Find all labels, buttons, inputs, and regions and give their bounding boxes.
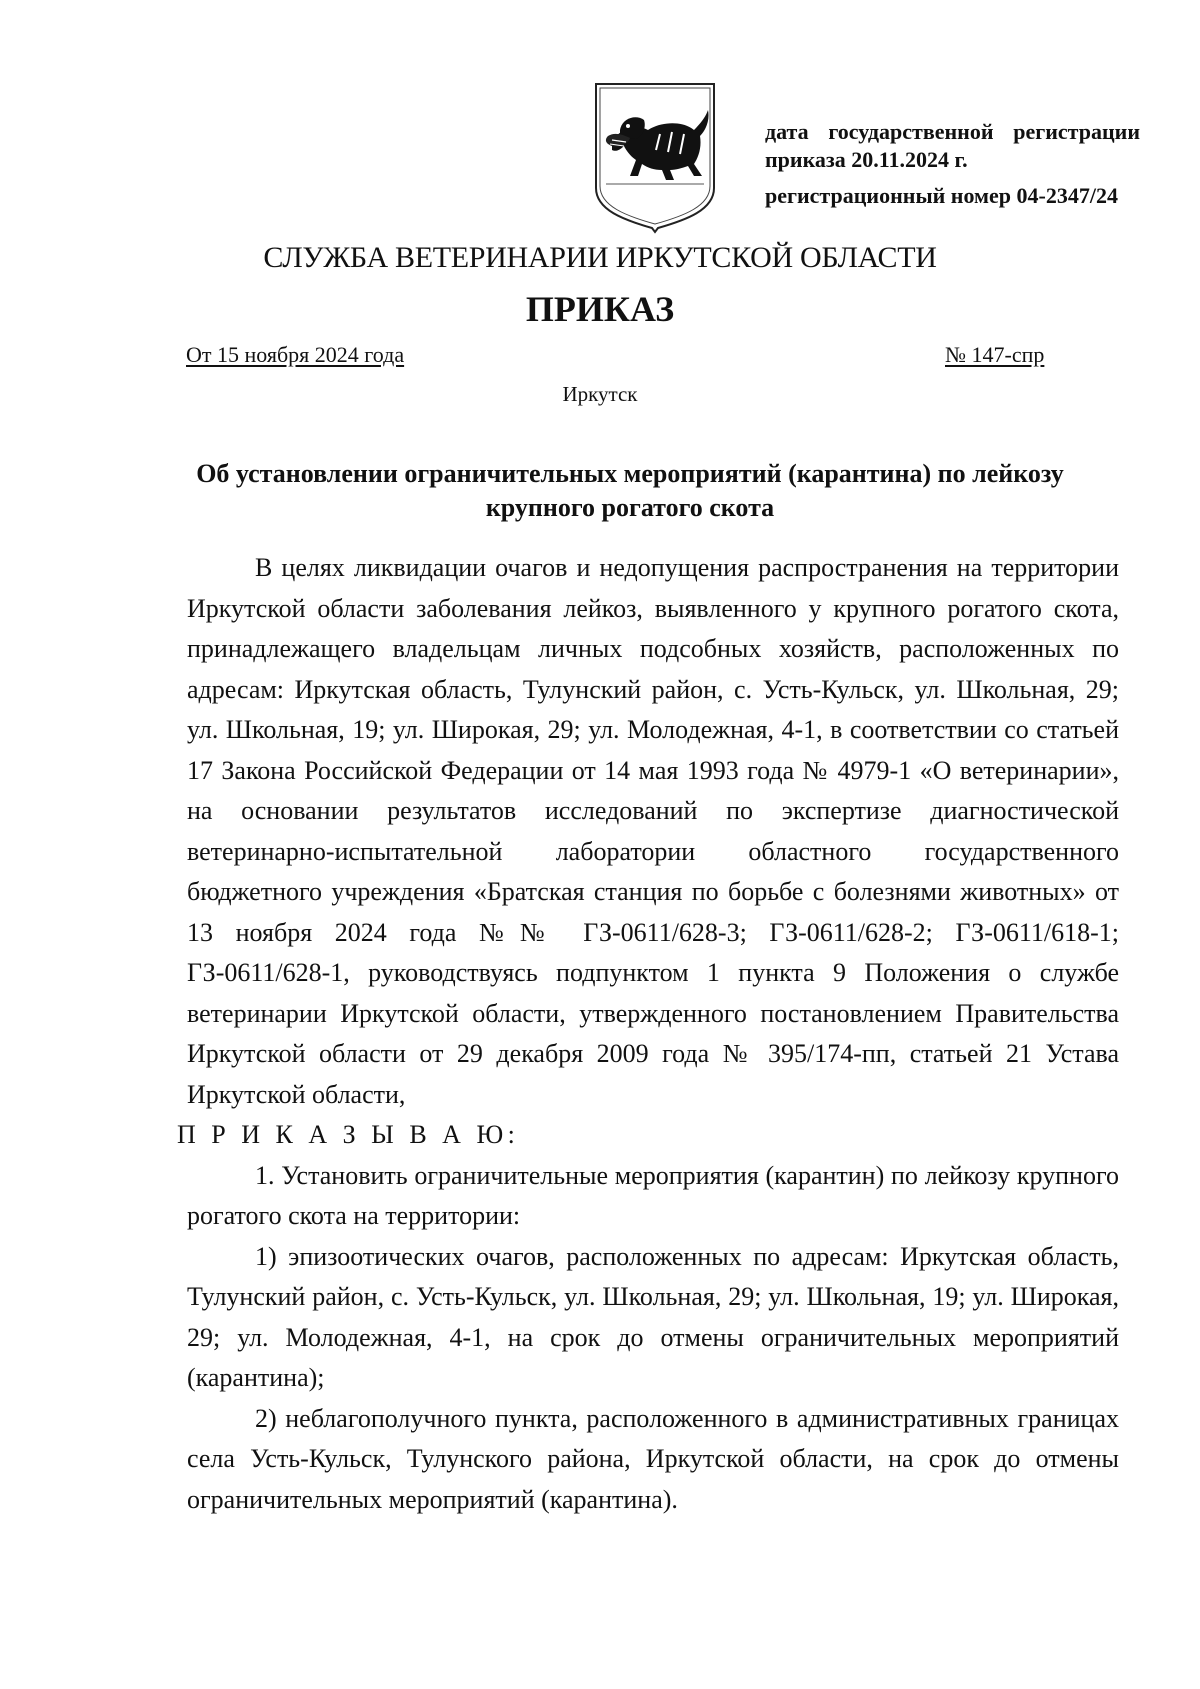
registration-date-label: дата государственной регистрации bbox=[765, 119, 1140, 144]
irkutsk-coat-of-arms-icon bbox=[590, 80, 720, 236]
registration-date-value: приказа 20.11.2024 г. bbox=[765, 147, 968, 172]
item-1-1: 1) эпизоотических очагов, расположенных по адресам: Иркутская область, Тулунский район, с. Усть-Кульск, ул. Школьная, 29; ул. Школьная, 19; ул. Широкая, 29; ул. Молодежная, 4-1, на срок до отмены ограничительных мероприятий (карантина); bbox=[187, 1241, 1119, 1392]
agency-name: СЛУЖБА ВЕТЕРИНАРИИ ИРКУТСКОЙ ОБЛАСТИ bbox=[263, 241, 937, 274]
document-date: От 15 ноября 2024 года bbox=[186, 342, 405, 367]
preamble-paragraph: В целях ликвидации очагов и недопущения распространения на территории Иркутской области заболевания лейкоз, выявленного у крупного рогатого скота, принадлежащего владельцам личных подсобных хозяйств, расположенных по адресам: Иркутская область, Тулунский район, с. Усть-Кульск, ул. Школьная, 29; ул. Школьная, 19; ул. Широкая, 29; ул. Молодежная, 4-1, в соответствии со статьей 17 Закона Российской Федерации от 14 мая 1993 года № 4979-1 «О ветеринарии», на основании результатов исследований по экспертизе диагностической ветеринарно-испытательной лаборатории областного государственного бюджетного учреждения «Братская станция по борьбе с болезнями животных» от 13 ноября 2024 года №№ ГЗ-0611/628-3; ГЗ-0611/628-2; ГЗ-0611/618-1; ГЗ-0611/628-1, руководствуясь подпунктом 1 пункта 9 Положения о службе ветеринарии Иркутской области, утвержденного постановлением Правительства Иркутской области от 29 декабря 2009 года № 395/174-пп, статьей 21 Устава Иркутской области, bbox=[187, 553, 1119, 1109]
registration-stamp bbox=[765, 118, 1140, 210]
document-number: № 147-спр bbox=[945, 342, 1045, 367]
document-city: Иркутск bbox=[562, 382, 638, 406]
order-verb: П Р И К А З Ы В А Ю: bbox=[177, 1120, 520, 1149]
registration-number: регистрационный номер 04-2347/24 bbox=[765, 183, 1118, 208]
item-1: 1. Установить ограничительные мероприятия (карантин) по лейкозу крупного рогатого скота на территории: bbox=[187, 1160, 1119, 1230]
item-1-2: 2) неблагополучного пункта, расположенного в административных границах села Усть-Кульск, Тулунского района, Иркутской области, на срок до отмены ограничительных мероприятий (карантина). bbox=[187, 1403, 1119, 1514]
document-title: Об установлении ограничительных мероприятий (карантина) по лейкозу крупного рогатого скота bbox=[196, 459, 1064, 522]
document-body bbox=[177, 548, 1119, 1520]
document-type: ПРИКАЗ bbox=[525, 289, 675, 329]
